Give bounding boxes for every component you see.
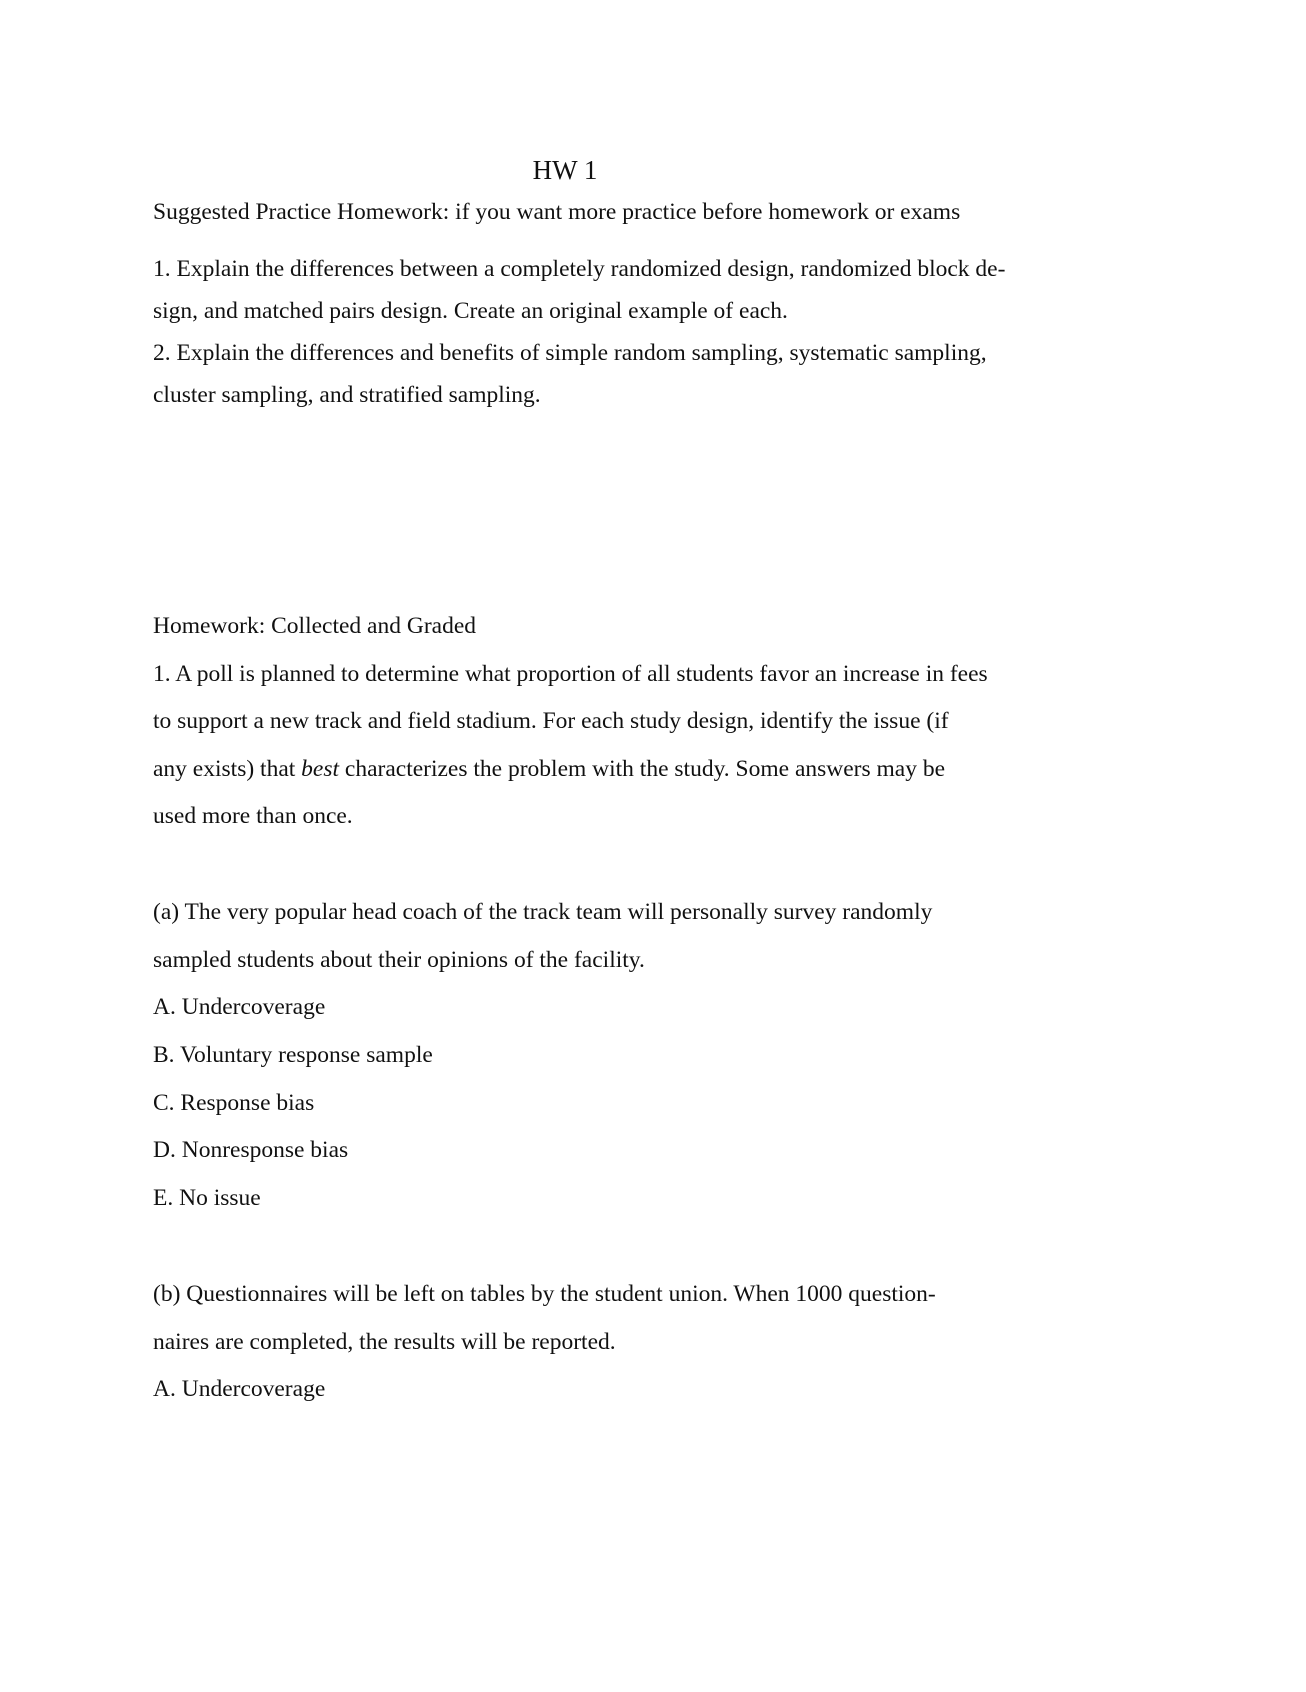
graded-q1-line1: 1. A poll is planned to determine what proportion of all students favor an increase in fees: [153, 661, 988, 687]
graded-q1-line3: [153, 754, 945, 784]
part-a-line2: sampled students about their opinions of the facility.: [153, 947, 645, 973]
graded-q1-emphasis: best: [301, 756, 340, 782]
practice-q1-line2: sign, and matched pairs design. Create an original example of each.: [153, 298, 788, 324]
practice-q2-line1: 2. Explain the differences and benefits of simple random sampling, systematic sampling,: [153, 340, 987, 366]
part-a-line1: (a) The very popular head coach of the track team will personally survey randomly: [153, 899, 933, 925]
part-a-option: D. Nonresponse bias: [153, 1137, 349, 1163]
graded-heading: Homework: Collected and Graded: [153, 613, 477, 639]
part-b-option: A. Undercoverage: [153, 1376, 326, 1402]
part-a-option: E. No issue: [153, 1185, 261, 1211]
title-text: HW 1: [532, 155, 598, 185]
graded-q1-line2: to support a new track and field stadium. For each study design, identify the issue (if: [153, 708, 949, 734]
part-b-line2: naires are completed, the results will be reported.: [153, 1329, 616, 1355]
part-a-option: B. Voluntary response sample: [153, 1042, 433, 1068]
part-a-option: C. Response bias: [153, 1090, 315, 1116]
document-title: [0, 153, 1130, 187]
part-a-option: A. Undercoverage: [153, 994, 326, 1020]
practice-heading: Suggested Practice Homework: if you want more practice before homework or exams: [153, 199, 961, 225]
practice-q1-line1: 1. Explain the differences between a completely randomized design, randomized block de-: [153, 256, 1006, 282]
graded-q1-line4: used more than once.: [153, 803, 353, 829]
practice-q2-line2: cluster sampling, and stratified sampling.: [153, 382, 541, 408]
part-b-line1: (b) Questionnaires will be left on tables by the student union. When 1000 question-: [153, 1281, 936, 1307]
graded-q1-line3-post: characterizes the problem with the study. Some answers may be: [339, 756, 946, 782]
graded-q1-line3-pre: any exists) that: [153, 756, 302, 782]
